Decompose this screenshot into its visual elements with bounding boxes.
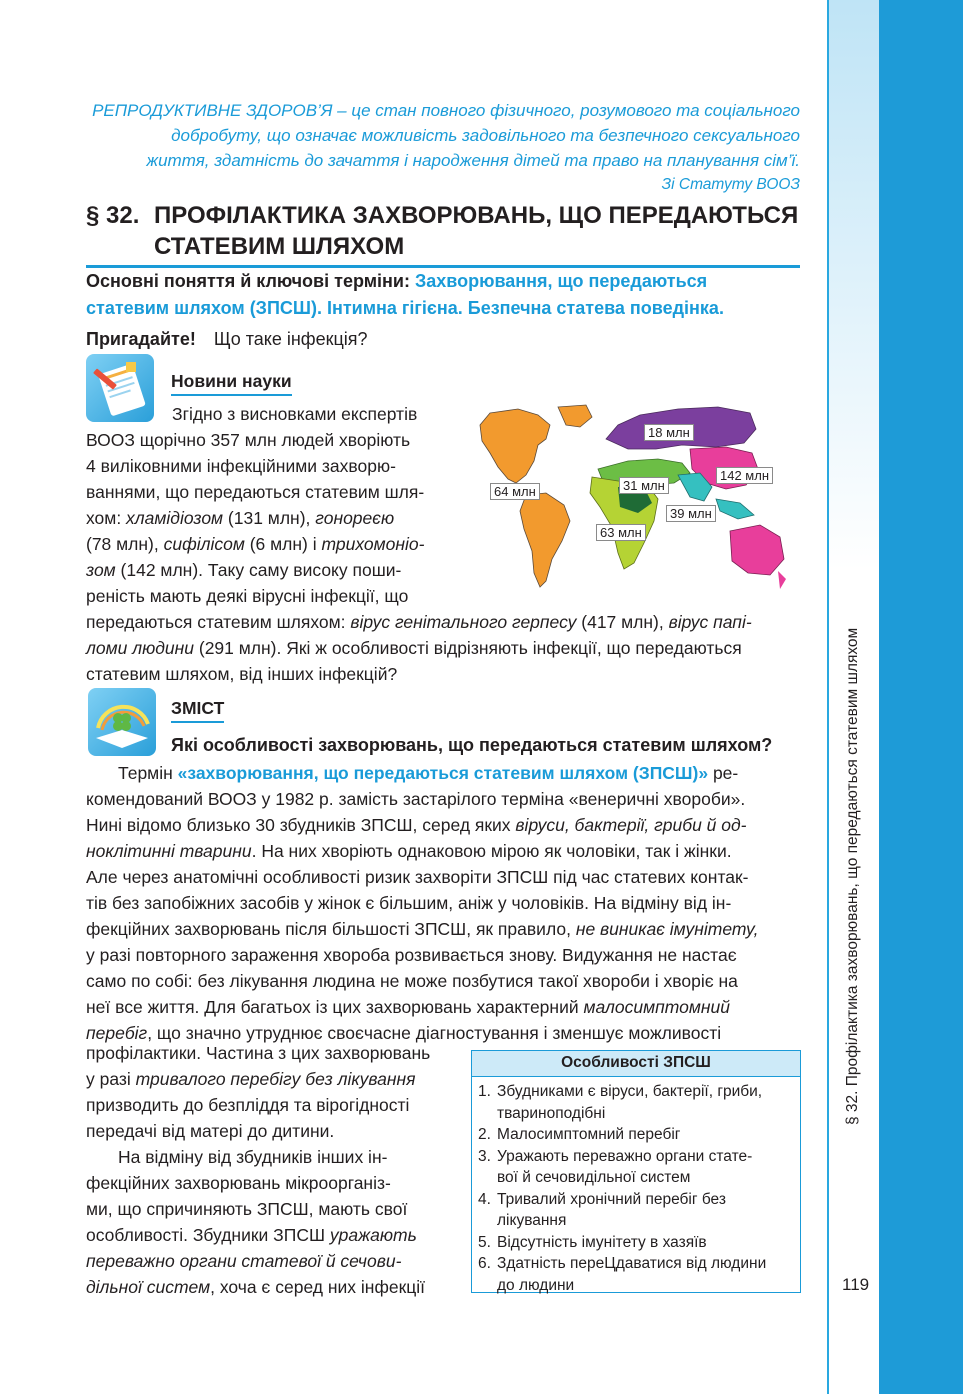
side-running-title: § 32. Профілактика захворювань, що передаються статевим шляхом — [844, 627, 861, 1125]
text-line: Але через анатомічні особливості ризик захворіти ЗПСШ під час статевих контак- — [86, 867, 749, 887]
south-america-shape — [520, 493, 570, 587]
key-terms-label: Основні поняття й ключові терміни: — [86, 271, 410, 291]
text-line: неї все життя. Для багатьох із цих захворювань характерний малосимптомний — [86, 997, 730, 1017]
map-label-se-asia: 39 млн — [666, 505, 716, 522]
section-heading — [86, 200, 800, 268]
text-line: ломи людини (291 млн). Які ж особливості відрізняють інфекції, що передаються — [86, 638, 742, 658]
news-paragraph-narrow — [86, 401, 448, 609]
map-label-north-africa: 31 млн — [619, 477, 669, 494]
text-line: 4 виліковними інфекційними захворю- — [86, 456, 396, 476]
news-paragraph-wide — [86, 609, 800, 687]
remember-text: Що таке інфекція? — [213, 329, 368, 349]
text-line: фекційних захворювань мікроорганіз- — [86, 1173, 391, 1193]
features-list — [472, 1077, 800, 1296]
key-terms-list-2: статевим шляхом (ЗПСШ). Інтимна гігієна. Безпечна статева поведінка. — [86, 298, 724, 318]
text-line: Нині відомо близько 30 збудників ЗПСШ, серед яких віруси, бактерії, гриби й од- — [86, 815, 747, 835]
body-paragraph — [86, 760, 800, 1046]
text-line: призводить до безпліддя та вірогідності — [86, 1095, 410, 1115]
text-line: Термін «захворювання, що передаються статевим шляхом (ЗПСШ)» ре- — [118, 763, 739, 783]
text-line: профілактики. Частина з цих захворювань — [86, 1043, 431, 1063]
body-paragraph-narrow — [86, 1040, 448, 1300]
text-line: (78 млн), сифілісом (6 млн) і трихомоніо- — [86, 534, 425, 554]
list-item: 6. Здатність переЦдаватися від людини до людини — [478, 1255, 767, 1294]
features-box — [471, 1050, 801, 1293]
map-label-africa: 63 млн — [596, 524, 646, 541]
key-terms-list: Захворювання, що передаються — [414, 271, 708, 291]
list-item: 3. Уражають переважно органи стате- вої й сечовидільної систем — [478, 1147, 753, 1186]
text-line: передачі від матері до дитини. — [86, 1121, 335, 1141]
text-line: ВООЗ щорічно 357 млн людей хворіють — [86, 430, 411, 450]
side-band-dark — [879, 0, 963, 1394]
map-label-russia: 18 млн — [644, 424, 694, 441]
list-item: 5. Відсутність імунітету в хазяїв — [478, 1233, 707, 1251]
text-line: само по собі: без лікування людина не може позбутися такої хвороби і хворіє на — [86, 971, 738, 991]
text-line: ми, що спричиняють ЗПСШ, мають свої — [86, 1199, 408, 1219]
page-number: 119 — [842, 1275, 870, 1294]
text-line: ваннями, що передаються статевим шля- — [86, 482, 425, 502]
text-line: На відміну від збудників інших ін- — [118, 1147, 388, 1167]
epigraph-line: РЕПРОДУКТИВНЕ ЗДОРОВ’Я – це стан повного фізичного, розумового та соціального — [92, 101, 800, 120]
text-line: фекційних захворювань після більшості ЗПСШ, як правило, не виникає імунітету, — [86, 919, 759, 939]
text-line: дільної систем, хоча є серед них інфекції — [86, 1277, 426, 1297]
text-line: тів без запобіжних засобів у жінок є більшим, аніж у чоловіків. На відміну від ін- — [86, 893, 732, 913]
section-number: § 32. — [86, 202, 140, 229]
list-item: 2. Малосимптомний перебіг — [478, 1126, 681, 1143]
text-line: Згідно з висновками експертів — [172, 404, 418, 424]
book-rainbow-clover-icon — [88, 688, 156, 756]
epigraph-line: добробуту, що означає можливість задовільного та безпечного сексуального — [171, 126, 800, 145]
epigraph — [86, 98, 800, 199]
text-line: зом (142 млн). Таку саму високу поши- — [86, 560, 402, 580]
epigraph-line: життя, здатність до зачаття і народження дітей та право на планування сім’ї. — [146, 151, 800, 170]
text-line: передаються статевим шляхом: вірус генітального герпесу (417 млн), вірус папі- — [86, 612, 752, 632]
text-line: комендований ВООЗ у 1982 р. замість застарілого терміна «венеричні хвороби». — [86, 789, 746, 809]
list-item: 4. Тривалий хронічний перебіг без лікування — [478, 1190, 726, 1229]
features-box-title: Особливості ЗПСШ — [472, 1051, 800, 1077]
map-label-north-america: 64 млн — [490, 483, 540, 500]
news-label: Новини науки — [171, 371, 292, 396]
text-line: перебіг, що значно утруднює своєчасне діагностування і зменшує можливості — [86, 1023, 722, 1043]
text-line: хом: хламідіозом (131 млн), гонореєю — [86, 508, 395, 528]
section-question: Які особливості захворювань, що передаються статевим шляхом? — [171, 735, 773, 755]
north-america-shape — [480, 409, 550, 483]
text-line: переважно органи статевої й сечови- — [86, 1251, 402, 1271]
heading-line-2: СТАТЕВИМ ШЛЯХОМ — [154, 233, 405, 260]
map-label-asia: 142 млн — [716, 467, 773, 484]
remember-prompt — [86, 326, 368, 352]
text-line: ноклітинні тварини. На них хворіють однаковою мірою як чоловіки, так і жінки. — [86, 841, 732, 861]
key-terms — [86, 268, 800, 322]
australia-shape — [730, 525, 784, 575]
world-map-sti-prevalence — [468, 403, 800, 593]
remember-label: Пригадайте! — [86, 329, 196, 349]
epigraph-source: Зі Статуту ВООЗ — [661, 176, 800, 193]
list-item: 1. Збудниками є віруси, бактерії, гриби, твариноподібні — [478, 1083, 763, 1122]
text-line: у разі повторного зараження хвороба розвивається знову. Видужання не настає — [86, 945, 737, 965]
content-label: ЗМІСТ — [171, 698, 224, 723]
text-line: особливості. Збудники ЗПСШ уражають — [86, 1225, 417, 1245]
text-line: у разі тривалого перебігу без лікування — [86, 1069, 416, 1089]
heading-line-1: ПРОФІЛАКТИКА ЗАХВОРЮВАНЬ, ЩО ПЕРЕДАЮТЬСЯ — [154, 202, 799, 229]
text-line: реність мають деякі вірусні інфекції, що — [86, 586, 409, 606]
text-line: статевим шляхом, від інших інфекцій? — [86, 664, 398, 684]
